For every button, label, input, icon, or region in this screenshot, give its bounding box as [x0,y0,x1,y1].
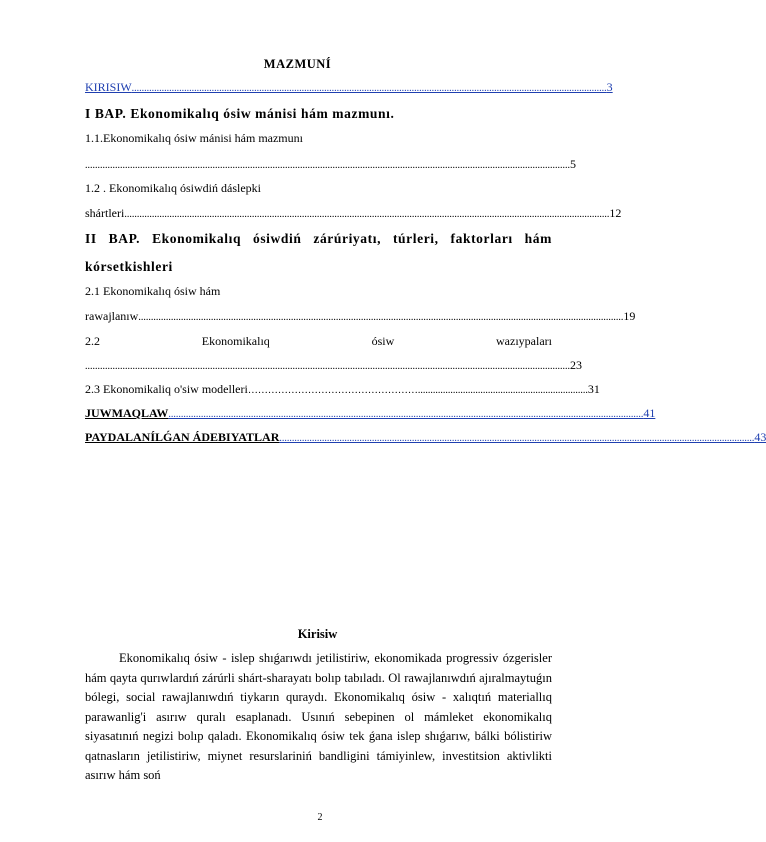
toc-s22-num: 2.2 [85,334,100,348]
toc-s12-label2: shártleri [85,206,125,220]
toc-s21-page: 19 [623,309,636,323]
toc-s23-label: 2.3 Ekonomikaliq o'siw modelleri [85,382,248,396]
section-title-intro: Kirisiw [297,627,338,641]
toc-references-page[interactable]: 43 [754,430,766,444]
toc-references-label[interactable]: PAYDALANÍLǴAN ÁDEBIYATLAR [85,430,280,444]
toc-entry-s21 [85,309,636,325]
toc-entry-references[interactable] [85,430,766,446]
toc-s21-label1: 2.1 Ekonomikalıq ósiw hám [85,284,221,298]
toc-s22-word3: wazıypaları [496,334,552,348]
toc-dots: .............................................................................................................................................................................................. [168,409,644,420]
toc-dots: .................................................................................................................................................................................................. [85,361,570,372]
toc-chapter-2-line1: II BAP. Ekonomikalıq ósiwdiń zárúriyatı, túrleri, faktorları hám [85,231,552,246]
toc-s23-page: 31 [587,382,600,396]
toc-s22-word2: ósiw [371,334,395,348]
toc-s11-label: 1.1.Ekonomikalıq ósiw mánisi hám mazmunı [85,131,303,145]
toc-intro-label[interactable]: KIRISIW [85,80,132,94]
toc-dots: .............................................................................................................................................................................................. [131,83,607,94]
toc-dots: .............................................................................................................................................................................................. [279,433,755,444]
intro-paragraph [85,649,552,786]
toc-conclusion-page[interactable]: 41 [643,406,656,420]
toc-intro-page[interactable]: 3 [606,80,613,94]
toc-s21-label2: rawajlanıw [85,309,139,323]
toc-s22-word1: Ekonomikalıq [201,334,270,348]
toc-dots: .................................................................................................................................................................................................. [138,312,624,323]
toc-s22-label [85,334,552,348]
toc-entry-conclusion[interactable] [85,406,656,422]
toc-dots: .................................................................................................................................................................................................. [124,209,610,220]
intro-paragraph-text: Ekonomikalıq ósiw - islep shıǵarıwdı jetilistiriw, ekonomikada progressiv ózgerisler hám qayta qurıwlardıń zárúrli shárt-sharayatı bolıp tabıladı. Ol rawajlanıwdıń ajıralmaytuǵın bólegi, social rawajlanıwdıń tiykarın quraydı. Ekonomikalıq ósiw - xalıqtıń materiallıq parawanlig'i asırıw quralı esaplanadı. Usınıń sebepinen ol mámleket ekonomikalıq siyasatınıń negizi bolıp qaladı. Ekonomikalıq ósiw tek ǵana islep shıǵarıw, bálki bólistiriw qatnasların jetilistiriw, miynet resurslariniń bandligini támiyinlew, investitsion aktivlikti asırıw hám soń [85,651,552,782]
toc-entry-s23 [85,382,600,398]
toc-s12-page: 12 [609,206,622,220]
toc-dots: …………………………………………….................................................................... [247,385,588,396]
toc-s12-label1: 1.2 . Ekonomikalıq ósiwdiń dáslepki [85,181,261,195]
toc-entry-intro[interactable] [85,80,613,96]
toc-entry-s12 [85,206,622,222]
toc-dots: .................................................................................................................................................................................................. [85,160,570,171]
toc-conclusion-label[interactable]: JUWMAQLAW [85,406,169,420]
page-number: 2 [317,812,323,823]
toc-title: MAZMUNÍ [263,57,332,71]
toc-entry-s11 [85,157,576,173]
toc-chapter-1: I BAP. Ekonomikalıq ósiw mánisi hám mazmunı. [85,106,395,121]
toc-entry-s22 [85,358,582,374]
toc-chapter-2-line2: kórsetkishleri [85,259,173,274]
toc-s22-page: 23 [570,358,582,372]
toc-s11-page: 5 [570,157,576,171]
